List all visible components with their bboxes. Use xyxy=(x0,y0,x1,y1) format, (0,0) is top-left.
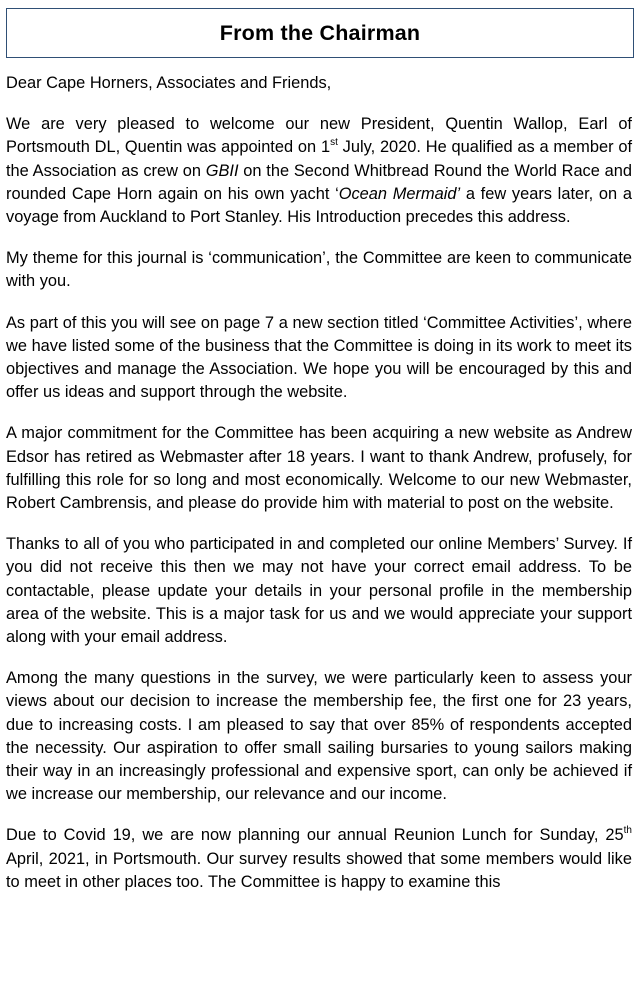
date-ordinal-suffix: st xyxy=(330,136,338,148)
paragraph-committee-activities: As part of this you will see on page 7 a new section titled ‘Committee Activities’, where we have listed some of the business that the Committee is doing in its work to meet its objectives and manage the Association. We hope you will be encouraged by this and offer us ideas and support through the website. xyxy=(6,313,632,402)
title-box xyxy=(6,8,634,58)
paragraph-reunion-text-a: Due to Covid 19, we are now planning our annual Reunion Lunch for Sunday, 25 xyxy=(6,826,624,845)
paragraph-reunion-text-b: April, 2021, in Portsmouth. Our survey results showed that some members would like to meet in other places too. The Committee is happy to examine this xyxy=(6,849,632,891)
paragraph-president-text-c: on the Second Whitbread Round the World Race and rounded Cape Horn again on his own yacht ‘ xyxy=(6,161,632,203)
date-ordinal-suffix: th xyxy=(623,825,632,837)
paragraph-president-text-b: July, 2020. He qualified as a member of the Association as crew on xyxy=(6,138,633,180)
paragraph-website: A major commitment for the Committee has been acquiring a new website as Andrew Edsor has retired as Webmaster after 18 years. I want to thank Andrew, profusely, for fulfilling this role for so long and most economically. Welcome to our new Webmaster, Robert Cambrensis, and please do provide him with material to post on the website. xyxy=(6,424,632,513)
paragraph-president-text-a: We are very pleased to welcome our new President, Quentin Wallop, Earl of Portsmouth DL, Quentin was appointed on 1 xyxy=(6,115,632,157)
paragraph-reunion-lunch xyxy=(6,824,632,894)
paragraph-president xyxy=(6,113,632,229)
paragraph-membership-fee: Among the many questions in the survey, we were particularly keen to assess your views about our decision to increase the membership fee, the first one for 23 years, due to increasing costs. I am pleased to say that over 85% of respondents accepted the necessity. Our aspiration to offer small sailing bursaries to young sailors making their way in an increasingly professional and expensive sport, can only be achieved if we increase our membership, our relevance and our income. xyxy=(6,669,632,804)
yacht-name-ocean-mermaid: Ocean Mermaid’ xyxy=(338,184,461,203)
paragraph-survey: Thanks to all of you who participated in and completed our online Members’ Survey. If you did not receive this then we may not have your correct email address. To be contactable, please update your details in your personal profile in the membership area of the website. This is a major task for us and we would appreciate your support along with your email address. xyxy=(6,535,632,647)
yacht-name-gbii: GBII xyxy=(205,161,239,180)
greeting: Dear Cape Horners, Associates and Friends, xyxy=(6,74,332,92)
letter-body xyxy=(6,72,632,912)
paragraph-theme: My theme for this journal is ‘communication’, the Committee are keen to communicate with you. xyxy=(6,249,632,291)
paragraph-president-text-d: a few years later, on a voyage from Auckland to Port Stanley. His Introduction precedes this address. xyxy=(6,184,632,227)
page-title: From the Chairman xyxy=(219,20,421,45)
